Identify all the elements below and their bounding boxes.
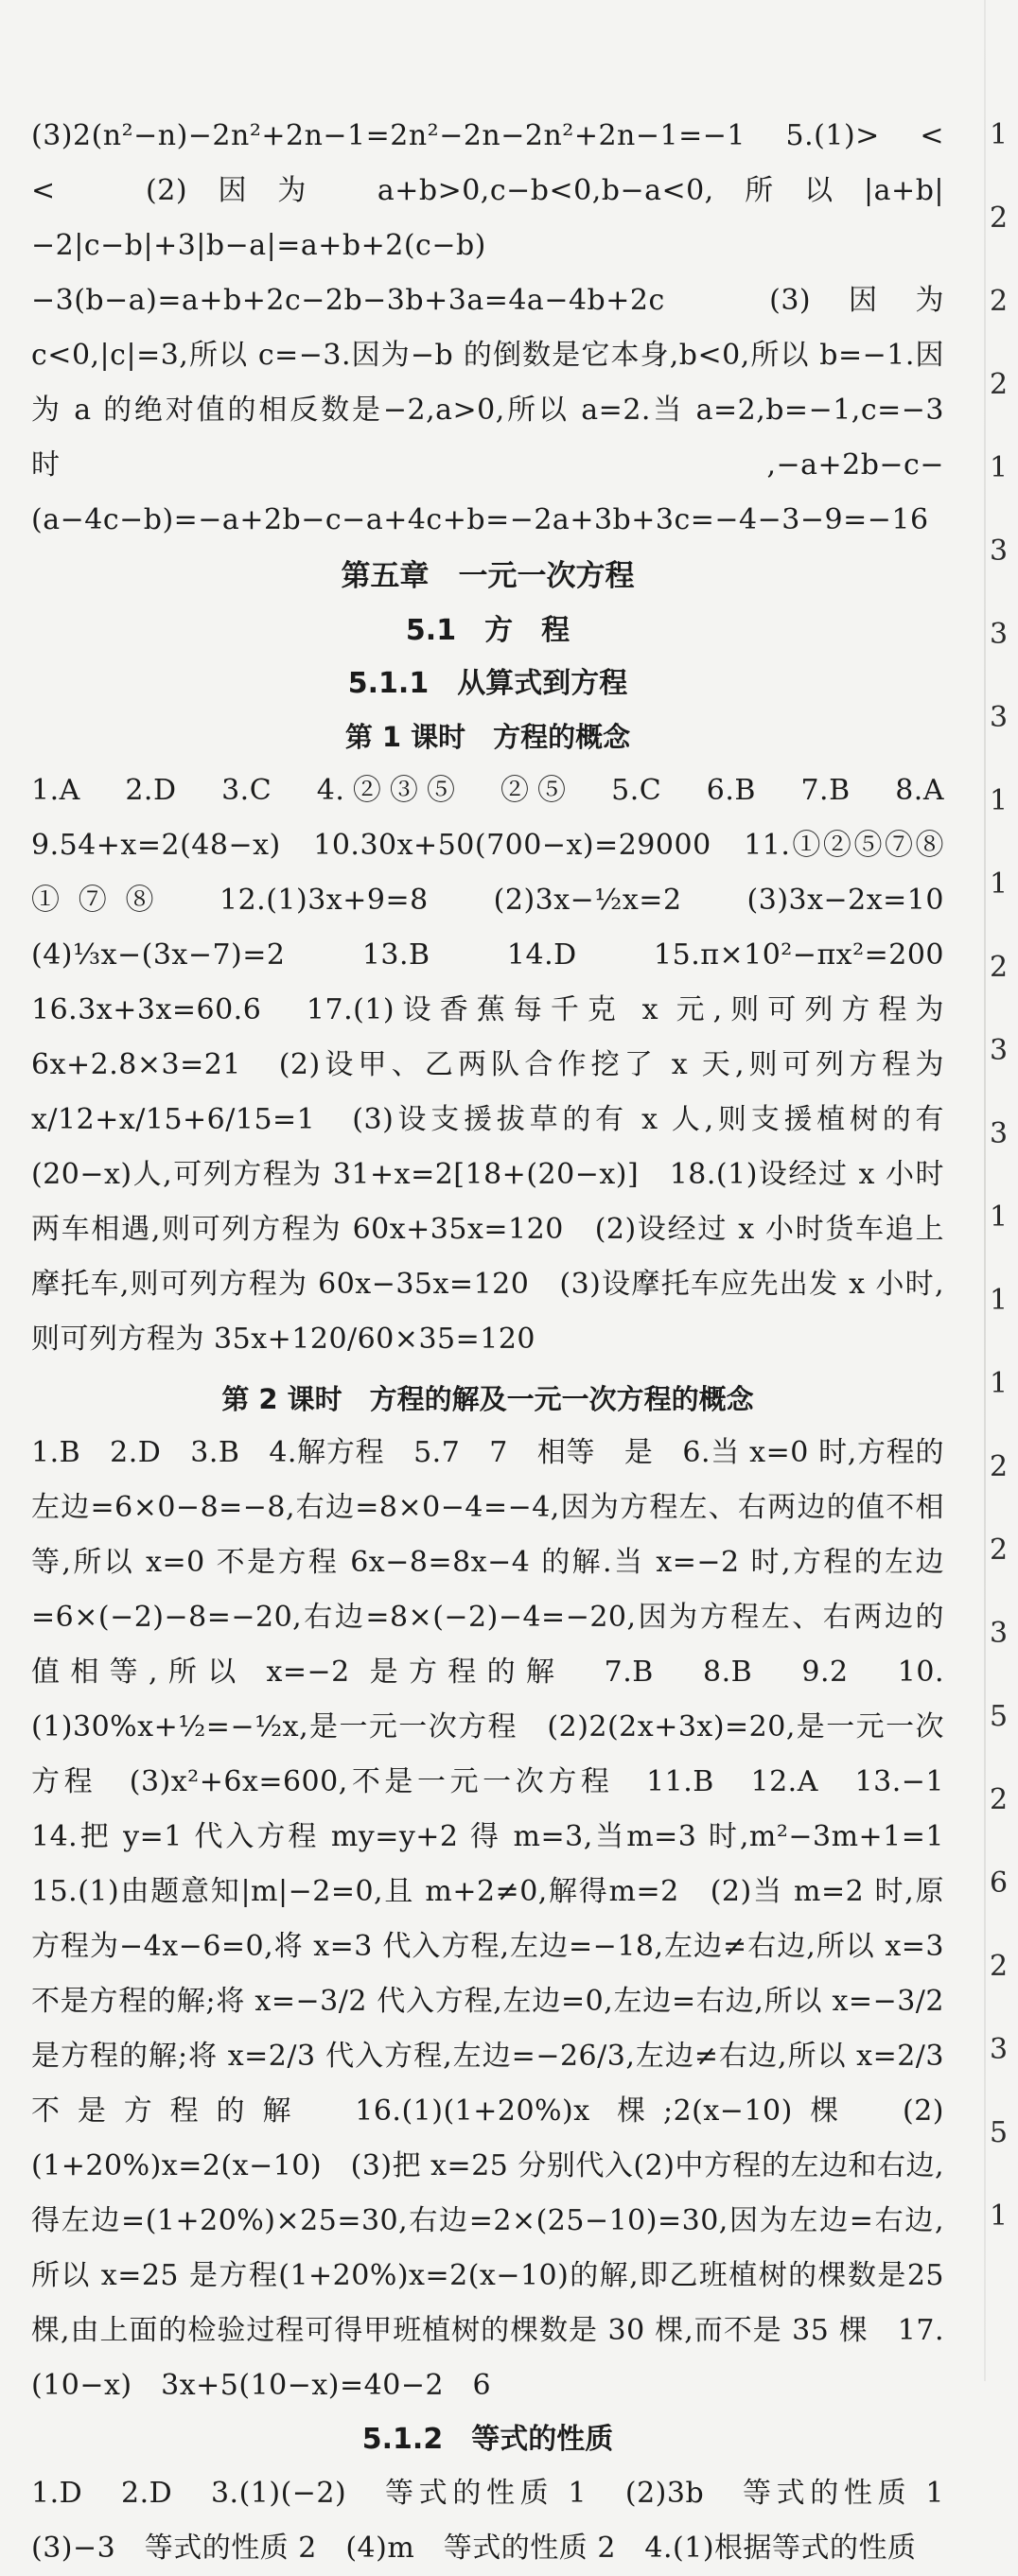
edge-char: 1 [990,1200,1009,1234]
edge-char: 2 [990,951,1009,984]
edge-char: 3 [990,618,1009,651]
subsection-2-answers: 1.D 2.D 3.(1)(−2) 等式的性质 1 (2)3b 等式的性质 1 (3)−3 等式的性质 2 (4)m 等式的性质 2 4.(1)根据等式的性质 [31,2477,974,2565]
edge-char: 1 [990,867,1009,901]
edge-char: 2 [990,1450,1009,1483]
edge-char: 3 [990,701,1009,734]
edge-char: 3 [990,1117,1009,1150]
edge-char: 2 [990,1533,1009,1567]
edge-char: 1 [990,1367,1009,1400]
edge-char: 1 [990,1284,1009,1317]
edge-char: 6 [990,1866,1009,1900]
edge-char: 1 [990,118,1009,151]
lesson-1-answers: 1.A 2.D 3.C 4.②③⑤ ②⑤ 5.C 6.B 7.B 8.A 9.54+x=2(48−x) 10.30x+50(700−x)=29000 11.①②⑤⑦⑧ ①⑦⑧ 12.(1)3x+9=8 (2)3x−½x=2 (3)3x−2x=10 (4)⅓x−(3x−7)=2 13.B 14.D 15.π×10²−πx²=200 16.3x+3x=60.6 17.(1)设香蕉每千克 x 元,则可列方程为 6x+2.8×3=21 (2)设甲、乙两队合作挖了 x 天,则可列方程为 x/12+x/15+6/15=1 (3)设支援拔草的有 x 人,则支援植树的有(20−x)人,可列方程为 31+x=2[18+(20−x)] 18.(1)设经过 x 小时两车相遇,则可列方程为 60x+35x=120 (2)设经过 x 小时货车追上摩托车,则可列方程为 60x−35x=120 (3)设摩托车应先出发 x 小时,则可列方程为 35x+120/60×35=120 [31,774,974,1356]
edge-char: 2 [990,202,1009,235]
section-title: 5.1 方 程 [405,614,570,647]
edge-char: 5 [990,1700,1009,1733]
page-fold [984,0,986,2381]
chapter-title: 第五章 一元一次方程 [341,559,635,593]
lesson-1-title: 第 1 课时 方程的概念 [344,721,631,753]
edge-char: 1 [990,2199,1009,2233]
edge-char: 1 [990,784,1009,817]
lesson-2-answers: 1.B 2.D 3.B 4.解方程 5.7 7 相等 是 6.当 x=0 时,方程的左边=6×0−8=−8,右边=8×0−4=−4,因为方程左、右两边的值不相等,所以 x=0 不是方程 6x−8=8x−4 的解.当 x=−2 时,方程的左边=6×(−2)−8=−20,右边=8×(−2)−4=−20,因为方程左、右两边的值相等,所以 x=−2 是方程的解 7.B 8.B 9.2 10.(1)30%x+½=−½x,是一元一次方程 (2)2(2x+3x)=20,是一元一次方程 (3)x²+6x=600,不是一元一次方程 11.B 12.A 13.−1 14.把 y=1 代入方程 my=y+2 得 m=3,当m=3 时,m²−3m+1=1 15.(1)由题意知|m|−2=0,且 m+2≠0,解得m=2 (2)当 m=2 时,原方程为−4x−6=0,将 x=3 代入方程,左边=−18,左边≠右边,所以 x=3 不是方程的解;将 x=−3/2 代入方程,左边=0,左边=右边,所以 x=−3/2 是方程的解;将 x=2/3 代入方程,左边=−26/3,左边≠右边,所以 x=2/3 不是方程的解 16.(1)(1+20%)x 棵;2(x−10)棵 (2)(1+20%)x=2(x−10) (3)把 x=25 分别代入(2)中方程的左边和右边,得左边=(1+20%)×25=30,右边=2×(25−10)=30,因为左边=右边,所以 x=25 是方程(1+20%)x=2(x−10)的解,即乙班植树的棵数是25 棵,由上面的检验过程可得甲班植树的棵数是 30 棵,而不是 35 棵 17.(10−x) 3x+5(10−x)=40−2 6 [31,1436,974,2402]
edge-char: 2 [990,368,1009,401]
main-column [31,109,974,2576]
edge-char: 5 [990,2116,1009,2149]
edge-char: 1 [990,451,1009,484]
subsection-title-2: 5.1.2 等式的性质 [361,2423,614,2456]
edge-char: 3 [990,1034,1009,1067]
edge-char: 3 [990,1617,1009,1650]
edge-char: 2 [990,1950,1009,1983]
edge-char: 2 [990,285,1009,318]
edge-char: 2 [990,1783,1009,1816]
subsection-title-1: 5.1.1 从算式到方程 [347,667,628,700]
edge-char: 3 [990,534,1009,568]
edge-char: 3 [990,2033,1009,2066]
lesson-2-title: 第 2 课时 方程的解及一元一次方程的概念 [221,1383,754,1415]
answer-paragraph-top: (3)2(n²−n)−2n²+2n−1=2n²−2n−2n²+2n−1=−1 5.(1)> < < (2)因为 a+b>0,c−b<0,b−a<0,所以|a+b|−2|c−b|+3|b−a|=a+b+2(c−b)−3(b−a)=a+b+2c−2b−3b+3a=4a−4b+2c (3)因为 c<0,|c|=3,所以 c=−3.因为−b 的倒数是它本身,b<0,所以 b=−1.因为 a 的绝对值的相反数是−2,a>0,所以 a=2.当 a=2,b=−1,c=−3 时,−a+2b−c−(a−4c−b)=−a+2b−c−a+4c+b=−2a+3b+3c=−4−3−9=−16 [31,119,974,536]
